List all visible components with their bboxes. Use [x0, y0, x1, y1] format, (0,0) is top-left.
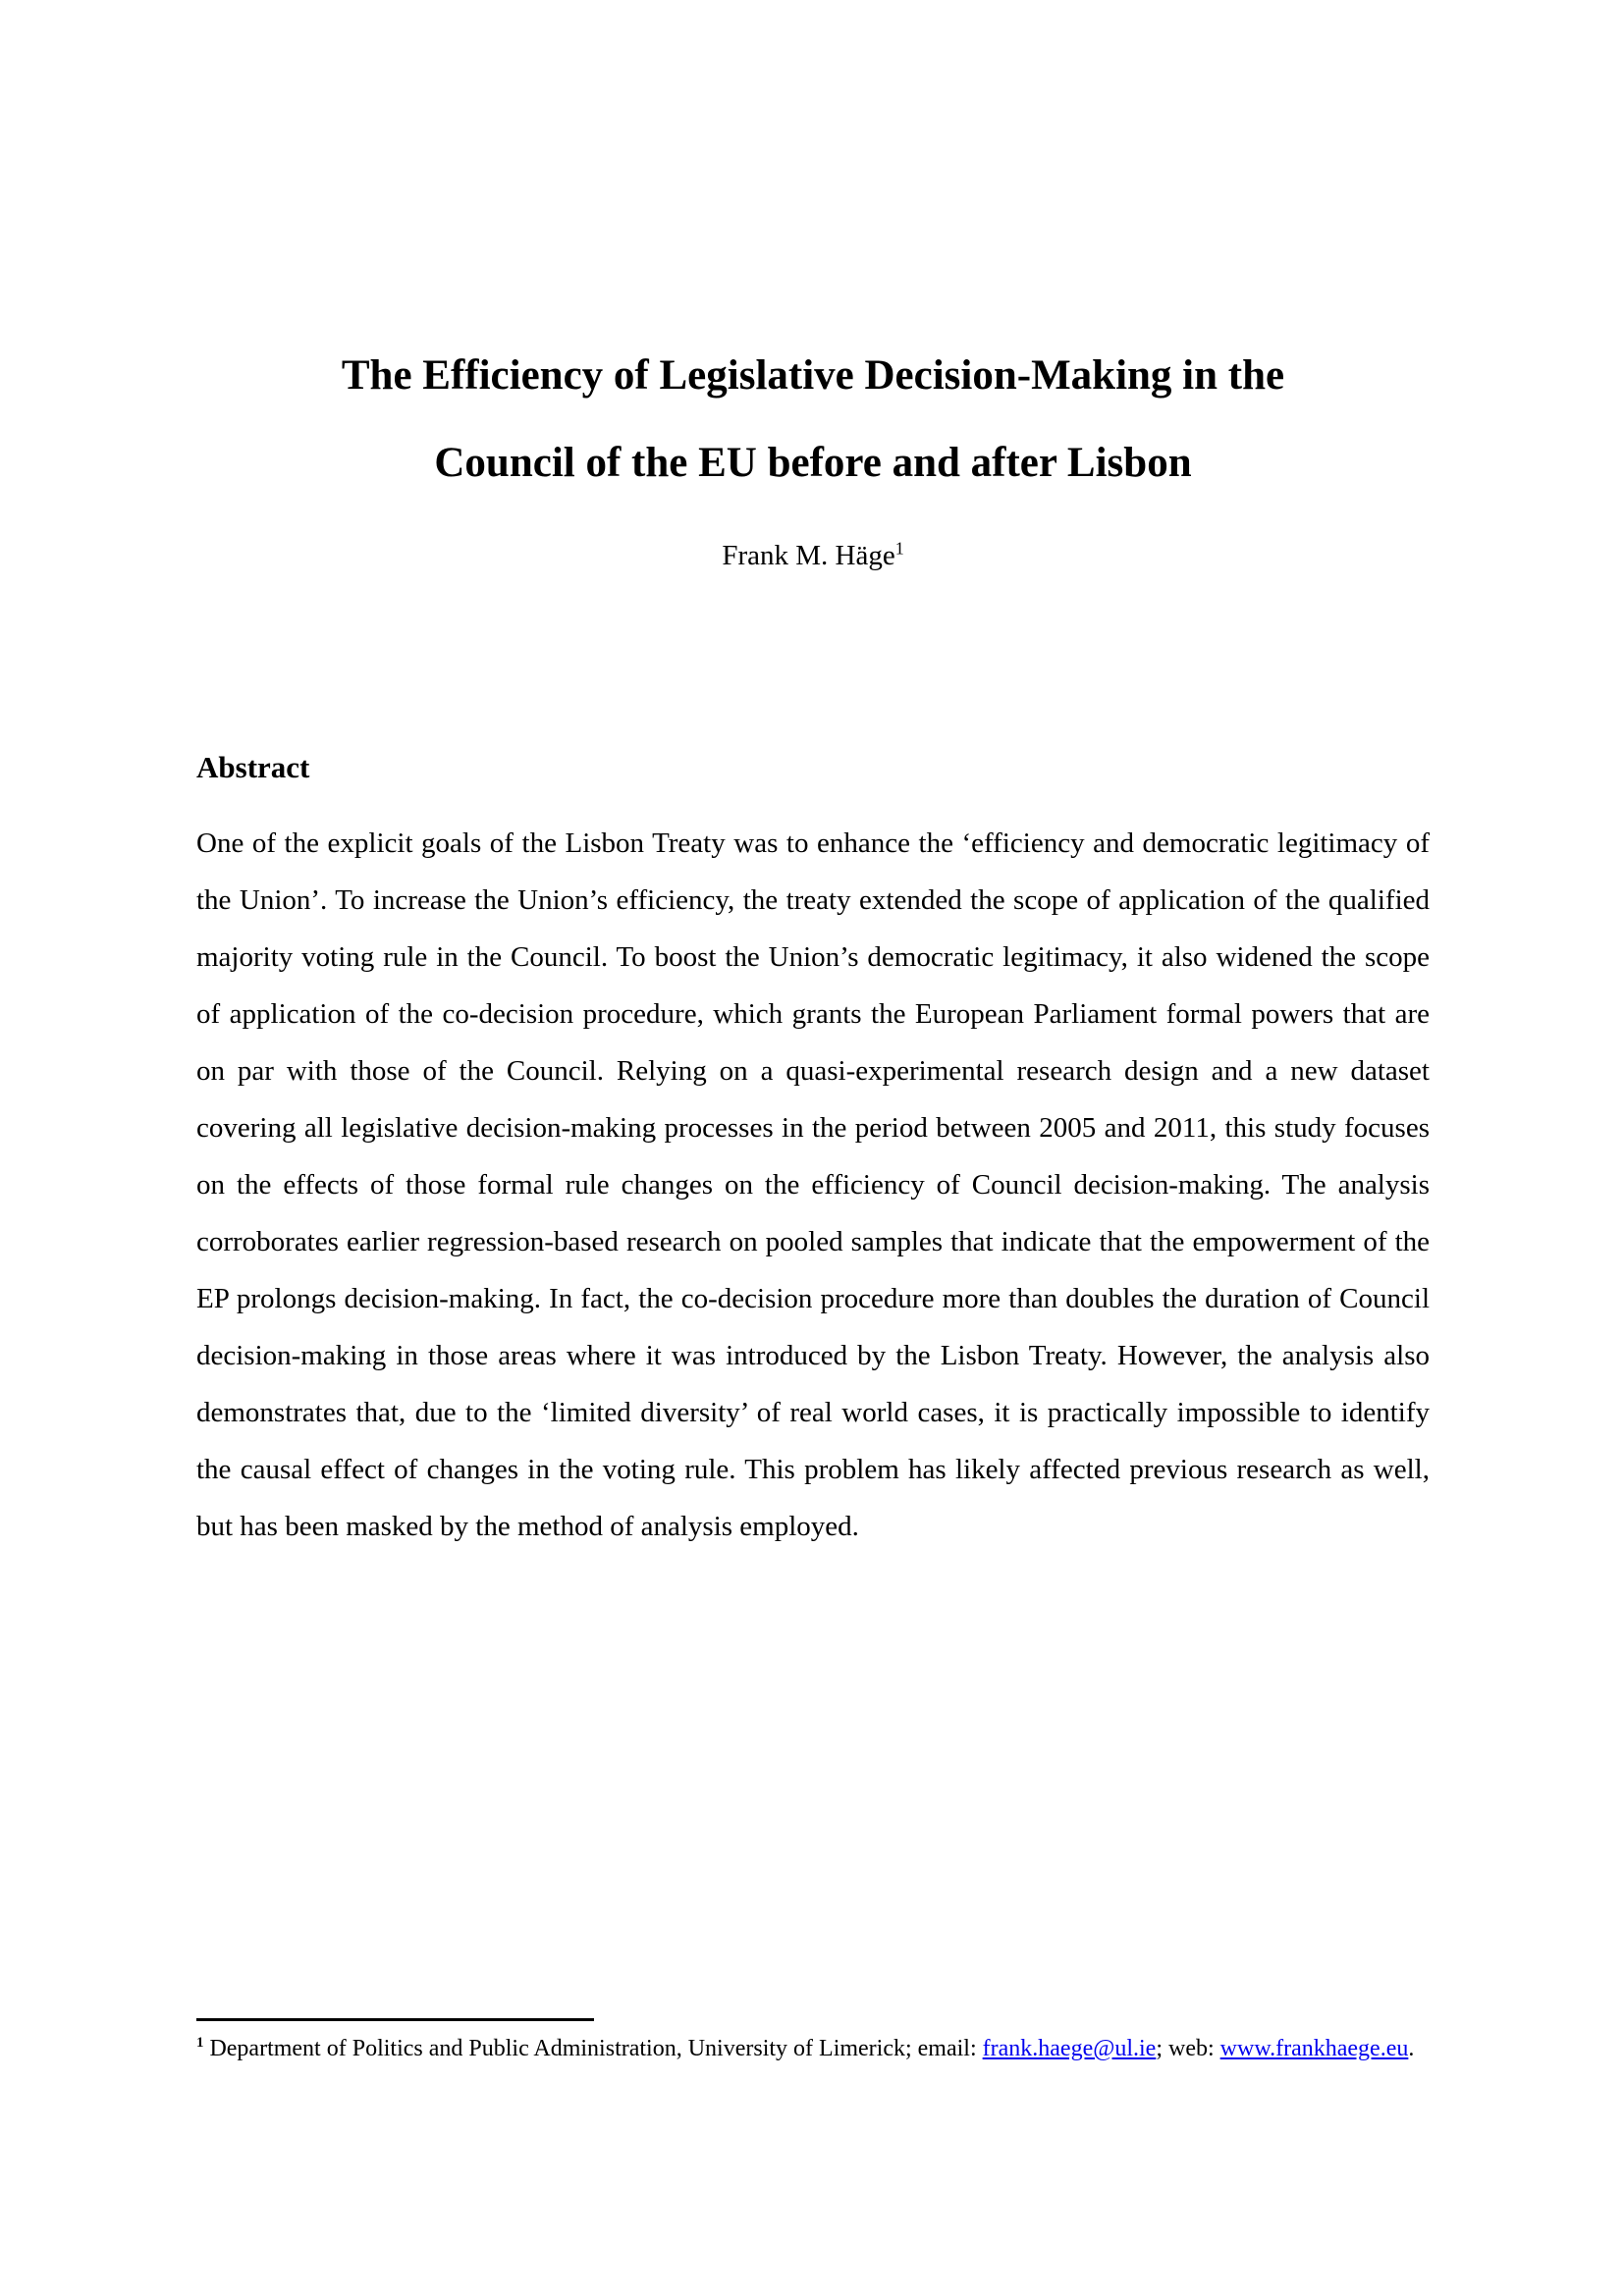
footnote-affiliation: Department of Politics and Public Administration, University of Limerick; email:	[209, 2036, 983, 2061]
abstract-heading: Abstract	[196, 750, 310, 784]
footnote	[196, 2030, 1430, 2067]
footnote-separator-rule	[196, 2018, 594, 2021]
author-name: Frank M. Häge	[722, 540, 895, 571]
author-footnote-marker: 1	[894, 538, 904, 559]
author-line	[196, 540, 1430, 572]
email-link[interactable]: frank.haege@ul.ie	[982, 2036, 1157, 2061]
paper-title	[196, 332, 1430, 507]
paper-title-line-2: Council of the EU before and after Lisbon	[434, 440, 1192, 486]
paper-title-line-1: The Efficiency of Legislative Decision-Making in the	[341, 352, 1285, 399]
footnote-period: .	[1408, 2036, 1415, 2061]
website-link[interactable]: www.frankhaege.eu	[1219, 2036, 1409, 2061]
footnote-web-label: ; web:	[1156, 2036, 1220, 2061]
abstract-body: One of the explicit goals of the Lisbon Treaty was to enhance the ‘efficiency and democratic legitimacy of the Union’. To increase the Union’s efficiency, the treaty extended the scope of application of the qualified majority voting rule in the Council. To boost the Union’s democratic legitimacy, it also widened the scope of application of the co-decision procedure, which grants the European Parliament formal powers that are on par with those of the Council. Relying on a quasi-experimental research design and a new dataset covering all legislative decision-making processes in the period between 2005 and 2011, this study focuses on the effects of those formal rule changes on the efficiency of Council decision-making. The analysis corroborates earlier regression-based research on pooled samples that indicate that the empowerment of the EP prolongs decision-making. In fact, the co-decision procedure more than doubles the duration of Council decision-making in those areas where it was introduced by the Lisbon Treaty. However, the analysis also demonstrates that, due to the ‘limited diversity’ of real world cases, it is practically impossible to identify the causal effect of changes in the voting rule. This problem has likely affected previous research as well, but has been masked by the method of analysis employed.	[196, 828, 1430, 1542]
footnote-marker: 1	[196, 2035, 204, 2051]
